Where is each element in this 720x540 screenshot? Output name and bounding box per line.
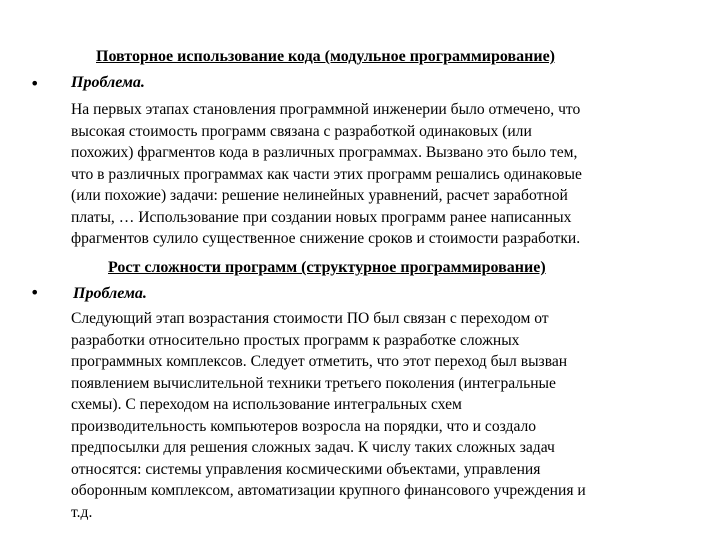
section2-line: оборонным комплексом, автоматизации крупного финансового учреждения и <box>71 482 586 499</box>
section2-line: схемы). С переходом на использование интегральных схем <box>71 396 462 413</box>
section2-line: программных комплексов. Следует отметить, что этот переход был вызван <box>71 353 568 370</box>
section2-line: предпосылки для решения сложных задач. К числу таких сложных задач <box>71 439 555 456</box>
section1-line: похожих) фрагментов кода в различных программах. Вызвано это было тем, <box>71 144 578 161</box>
section1-line: высокая стоимость программ связана с разработкой одинаковых (или <box>71 122 532 140</box>
section2-line: Следующий этап возрастания стоимости ПО был связан с переходом от <box>71 310 549 327</box>
section2-bullet: • <box>30 283 40 302</box>
section1-heading: Повторное использование кода (модульное программирование) <box>96 48 555 65</box>
section2-line: разработки относительно простых программ к разработке сложных <box>71 331 520 349</box>
section2-problem-label: Проблема. <box>73 285 147 302</box>
section1-problem-label: Проблема. <box>71 74 145 91</box>
section2-line: появлением вычислительной техники третьего поколения (интегральные <box>71 374 556 392</box>
section2-line: т.д. <box>71 503 93 521</box>
section1-bullet: • <box>30 74 40 93</box>
section2-paragraph <box>71 308 711 523</box>
section2-line: производительность компьютеров возросла на порядки, что и создало <box>71 417 537 435</box>
section1-line: (или похожие) задачи: решение нелинейных уравнений, расчет заработной <box>71 187 568 204</box>
section2-line: относятся: системы управления космическими объектами, управления <box>71 460 541 478</box>
section1-paragraph <box>71 99 701 250</box>
section1-line: фрагментов сулило существенное снижение сроков и стоимости разработки. <box>71 230 581 247</box>
section1-line: На первых этапах становления программной инженерии было отмечено, что <box>71 101 581 118</box>
section1-line: платы, … Использование при создании новых программ ранее написанных <box>71 208 572 226</box>
section2-heading: Рост сложности программ (структурное программирование) <box>108 259 546 276</box>
section1-line: что в различных программах как части этих программ решались одинаковые <box>71 165 582 183</box>
